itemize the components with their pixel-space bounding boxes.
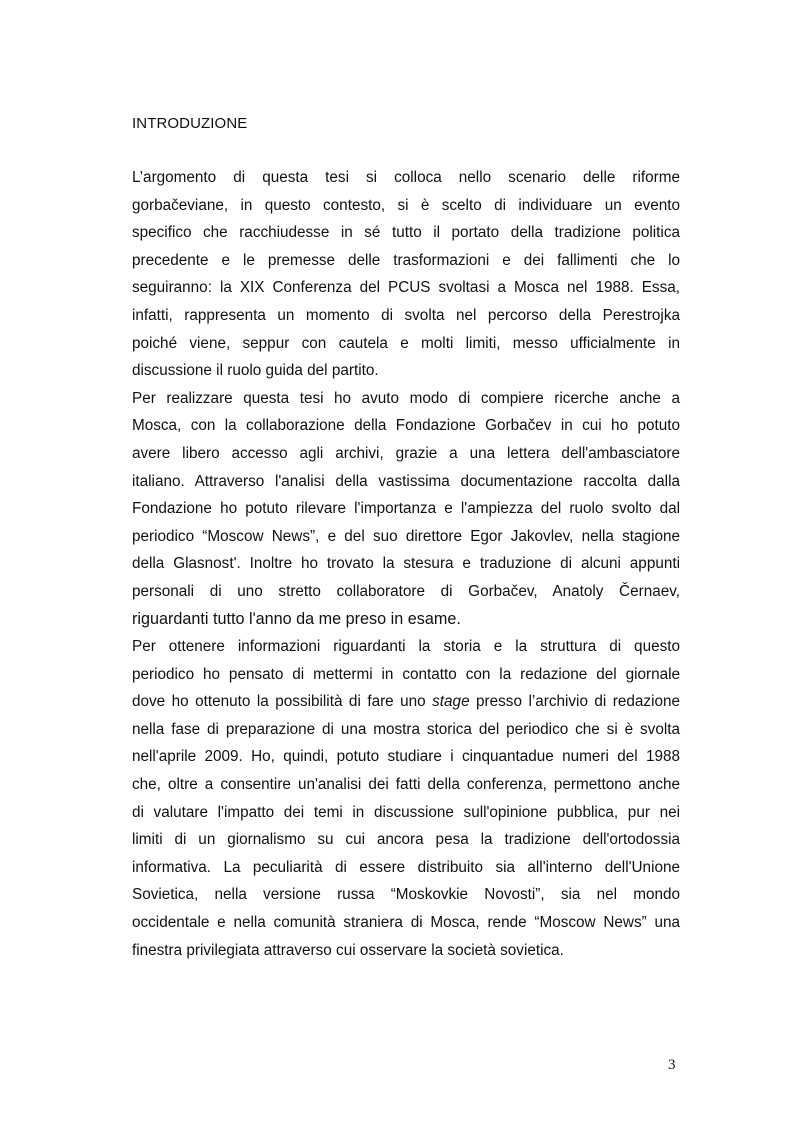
text-line: infatti, rappresenta un momento di svolta nel percorso della Perestrojka	[132, 306, 680, 324]
text-line: che, oltre a consentire un'analisi dei fatti della conferenza, permettono anche	[132, 776, 680, 794]
text-line: Per realizzare questa tesi ho avuto modo di compiere ricerche anche a	[132, 389, 680, 407]
text-line: Fondazione ho potuto rilevare l'importanza e l'ampiezza del ruolo svolto dal	[132, 500, 680, 518]
text-line: dove ho ottenuto la possibilità di fare uno stage presso l’archivio di redazione	[132, 693, 680, 711]
text-line: informativa. La peculiarità di essere distribuito sia all'interno dell'Unione	[132, 858, 680, 876]
text-line: avere libero accesso agli archivi, grazie a una lettera dell'ambasciatore	[132, 444, 680, 462]
text-line: occidentale e nella comunità straniera di Mosca, rende “Moscow News” una	[132, 914, 680, 932]
text-line: di valutare l'impatto dei temi in discussione sull'opinione pubblica, pur nei	[132, 803, 680, 821]
text-line: personali di uno stretto collaboratore di Gorbačev, Anatoly Černaev,	[132, 582, 680, 600]
body-text	[132, 164, 680, 964]
text-line: finestra privilegiata attraverso cui osservare la società sovietica.	[132, 941, 564, 959]
text-line: Per ottenere informazioni riguardanti la storia e la struttura di questo	[132, 638, 680, 656]
text-line: Sovietica, nella versione russa “Moskovkie Novosti”, sia nel mondo	[132, 886, 680, 904]
text-line: seguiranno: la XIX Conferenza del PCUS svoltasi a Mosca nel 1988. Essa,	[132, 279, 680, 297]
text-line: nell'aprile 2009. Ho, quindi, potuto studiare i cinquantadue numeri del 1988	[132, 748, 680, 766]
text-line: poiché viene, seppur con cautela e molti limiti, messo ufficialmente in	[132, 334, 680, 352]
text-line: nella fase di preparazione di una mostra storica del periodico che si è svolta	[132, 720, 680, 738]
text-line: specifico che racchiudesse in sé tutto il portato della tradizione politica	[132, 224, 680, 242]
text-line: della Glasnost'. Inoltre ho trovato la stesura e traduzione di alcuni appunti	[132, 555, 680, 573]
text-line: Mosca, con la collaborazione della Fondazione Gorbačev in cui ho potuto	[132, 417, 680, 435]
text-line: L’argomento di questa tesi si colloca nello scenario delle riforme	[132, 169, 680, 186]
page-number: 3	[668, 1057, 676, 1073]
text-line: periodico “Moscow News”, e del suo direttore Egor Jakovlev, nella stagione	[132, 527, 680, 545]
text-line: limiti di un giornalismo su cui ancora pesa la tradizione dell'ortodossia	[132, 831, 680, 849]
text-line: discussione il ruolo guida del partito.	[132, 362, 379, 380]
text-line: precedente e le premesse delle trasformazioni e dei fallimenti che lo	[132, 251, 680, 269]
text-line: italiano. Attraverso l'analisi della vastissima documentazione raccolta dalla	[132, 472, 680, 490]
text-line: riguardanti tutto l'anno da me preso in esame.	[132, 609, 461, 628]
text-line: gorbačeviane, in questo contesto, si è scelto di individuare un evento	[132, 196, 680, 214]
section-heading: INTRODUZIONE	[132, 115, 248, 132]
text-line: periodico ho pensato di mettermi in contatto con la redazione del giornale	[132, 665, 680, 683]
